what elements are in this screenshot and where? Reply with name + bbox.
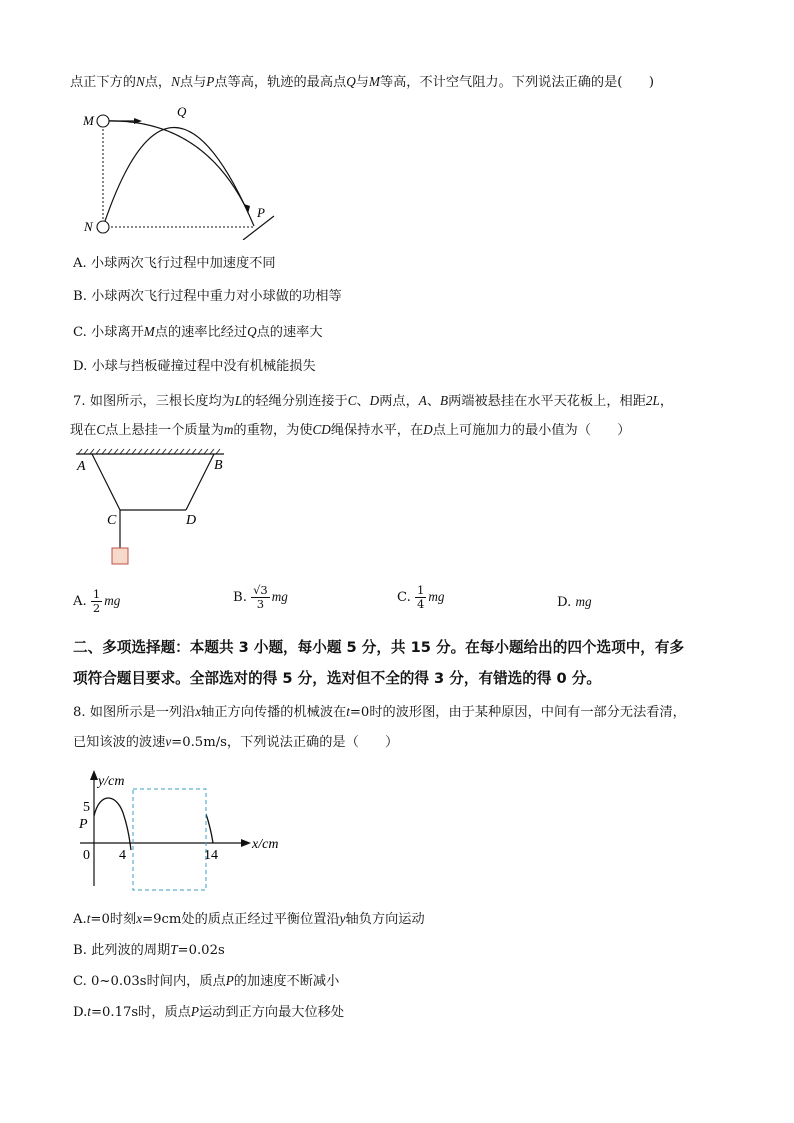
q7-option-d-mg: mg: [575, 594, 592, 609]
q6-label-Q: Q: [177, 104, 187, 119]
q7-rope-DB: [186, 454, 214, 510]
q8-var-x: x: [195, 704, 202, 719]
q6-intro-text: 与: [355, 75, 369, 90]
q6-var-M: M: [368, 74, 380, 89]
q8-x-label: [251, 837, 278, 852]
q6-intro-text: 点等高，轨迹的最高点: [214, 75, 347, 90]
q8-text: 轴正方向传播的机械波在: [201, 705, 347, 720]
q7-option-a-label: A.: [73, 594, 87, 609]
fraction-numerator: √3: [253, 583, 268, 597]
q6-intro-line: [70, 73, 654, 92]
q6-path-from-M: [105, 121, 248, 212]
q7-label-C: C: [107, 513, 117, 528]
q8-option-b-text: B. 此列波的周期: [73, 943, 171, 958]
q6-var-Q: Q: [346, 74, 356, 89]
q7-text: 点上悬挂一个质量为: [105, 423, 224, 438]
q8-option-b-var-T: T: [170, 942, 178, 957]
q8-option-a-var-x: x: [136, 911, 143, 926]
q6-var-P: P: [206, 74, 215, 89]
q7-var-D: D: [369, 393, 380, 408]
q7-text: ，: [659, 394, 674, 409]
q6-intro-text: 等高，不计空气阻力。下列说法正确的是( ): [379, 75, 654, 90]
section-heading-line-2: 项符合题目要求。全部选对的得 5 分，选对但不全的得 3 分，有错选的得 0 分。: [73, 670, 601, 687]
q8-option-d-text: D.: [73, 1005, 88, 1020]
q6-option-d-text: D. 小球与挡板碰撞过程中没有机械能损失: [73, 359, 316, 374]
q7-option-a-fraction: [91, 588, 102, 615]
q6-option-a-text: A. 小球两次飞行过程中加速度不同: [73, 256, 276, 271]
q6-option-c-text: 点的速率比经过: [154, 325, 248, 340]
q7-weight-block: [112, 548, 128, 564]
q7-option-d[interactable]: [557, 593, 592, 612]
q7-var-2L: 2L: [645, 393, 660, 408]
q7-var-A: A: [418, 393, 427, 408]
q7-stem-line-2: [70, 421, 631, 440]
q6-label-N: N: [84, 219, 93, 234]
q8-stem-line-2: [73, 733, 398, 752]
q8-option-a-var-t: t: [86, 911, 91, 926]
q8-option-b-text: =0.02s: [177, 943, 225, 958]
q7-var-D: D: [423, 422, 433, 437]
q7-ceiling-hatch: [78, 449, 220, 454]
q8-option-a-text: =0时刻: [90, 912, 137, 927]
q6-var-N: N: [135, 74, 145, 89]
q8-y-axis-arrow-icon: [90, 770, 98, 780]
q7-option-b-label: B.: [233, 590, 247, 605]
q8-text: =0.5m/s，下列说法正确的是（ ）: [171, 735, 399, 750]
q7-text: 两端被悬挂在水平天花板上，相距: [448, 394, 646, 409]
q8-tick-5: 5: [83, 800, 90, 815]
q7-text: 点上可施加力的最小值为（ ）: [432, 423, 631, 438]
q7-option-b-fraction: [251, 584, 270, 611]
q6-trajectory-figure: [78, 100, 288, 240]
q8-option-c-text: C. 0~0.03s时间内，质点: [73, 974, 226, 989]
q6-intro-text: 点与: [179, 75, 207, 90]
q6-option-b[interactable]: [73, 288, 342, 306]
q7-text: 绳保持水平，在: [330, 423, 424, 438]
q7-label-A: A: [77, 459, 86, 474]
q8-wave-figure: [74, 768, 294, 896]
q8-option-c[interactable]: [73, 972, 339, 991]
q7-var-m: m: [223, 422, 234, 437]
q7-label-B: B: [214, 458, 223, 473]
q8-option-c-text: 的加速度不断减小: [233, 974, 340, 989]
q8-option-d-var-t: t: [87, 1004, 91, 1019]
q7-text: 、: [356, 394, 370, 409]
q7-rope-AC: [92, 454, 120, 510]
q8-option-a-text: =9cm处的质点正经过平衡位置沿: [142, 912, 340, 927]
q8-point-P-label: P: [79, 817, 88, 832]
section-heading-line-1: 二、多项选择题：本题共 3 小题，每小题 5 分，共 15 分。在每小题给出的四个选项中，有多: [73, 639, 685, 656]
q7-stem-line-1: [73, 392, 673, 411]
q6-intro-text: 点，: [144, 75, 172, 90]
q7-option-a[interactable]: [73, 588, 120, 615]
q7-text: 、: [426, 394, 441, 409]
q6-option-c-text: 点的速率大: [256, 325, 323, 340]
q6-intro-text: 点正下方的: [70, 75, 136, 90]
fraction-numerator: 1: [417, 583, 425, 597]
fraction-denominator: 2: [92, 601, 101, 615]
q7-option-b[interactable]: [233, 584, 288, 611]
fraction-numerator: 1: [92, 587, 101, 601]
q7-var-C: C: [347, 393, 357, 408]
q6-label-M: M: [83, 113, 94, 128]
q8-option-a-text: 轴负方向运动: [345, 912, 425, 927]
q8-option-c-var-P: P: [225, 973, 234, 988]
q8-x-axis-arrow-icon: [241, 839, 251, 847]
fraction-denominator: 3: [256, 597, 265, 611]
q7-option-d-label: D.: [557, 595, 572, 610]
q6-option-c-var-Q: Q: [247, 324, 257, 339]
q7-option-b-mg: mg: [271, 589, 288, 604]
q8-option-d-text: =0.17s时，质点: [90, 1005, 191, 1020]
q8-obscured-region-box: [133, 789, 206, 890]
fraction-denominator: 4: [417, 597, 425, 611]
q7-option-c-fraction: [415, 584, 426, 611]
q8-stem-line-1: [73, 703, 686, 722]
q7-option-c-mg: mg: [428, 589, 445, 604]
q8-tick-14: 14: [204, 848, 218, 863]
q7-text: 的重物，为使: [233, 423, 313, 438]
q8-var-v: v: [165, 734, 172, 749]
q8-text: 8. 如图所示是一列沿: [73, 705, 196, 720]
q8-option-a[interactable]: [73, 910, 425, 929]
q6-option-d[interactable]: [73, 358, 316, 376]
q7-var-B: B: [440, 393, 449, 408]
q8-option-b[interactable]: [73, 941, 225, 960]
q6-option-b-text: B. 小球两次飞行过程中重力对小球做的功相等: [73, 289, 342, 304]
q8-tick-4: 4: [119, 848, 126, 863]
q8-tick-0: 0: [83, 848, 90, 863]
q8-text: 已知该波的波速: [73, 735, 166, 750]
q7-rope-figure: [72, 448, 232, 572]
q8-var-t: t: [346, 704, 350, 719]
q8-option-d-var-P: P: [190, 1004, 199, 1019]
q8-x-label-text: x/cm: [252, 837, 279, 852]
q6-option-c-text: C. 小球离开: [73, 325, 144, 340]
q7-option-a-mg: mg: [104, 593, 121, 608]
q8-wave-left-segment: [94, 798, 131, 850]
q6-var-N: N: [171, 74, 180, 89]
q7-label-D: D: [186, 513, 197, 528]
q8-option-a-var-y: y: [339, 911, 346, 926]
q7-option-c-label: C.: [397, 590, 411, 605]
q7-text: 现在: [70, 423, 97, 438]
q7-option-c[interactable]: [397, 584, 444, 611]
q7-text: 7. 如图所示，三根长度均为: [73, 394, 235, 409]
q8-y-label-text: y/cm: [98, 774, 125, 789]
q8-option-d[interactable]: [73, 1003, 344, 1022]
q7-text: 的轻绳分别连接于: [242, 394, 348, 409]
q8-option-a-text: A.: [73, 912, 87, 927]
q8-wave-right-segment: [206, 814, 213, 843]
q6-option-a[interactable]: [73, 255, 276, 273]
q7-var-CD: CD: [312, 422, 331, 437]
q6-ball-at-N: [97, 221, 109, 233]
q8-option-d-text: 运动到正方向最大位移处: [198, 1005, 345, 1020]
q7-var-C: C: [96, 422, 106, 437]
q7-var-L: L: [234, 393, 243, 408]
q8-text: =0时的波形图，由于某种原因，中间有一部分无法看清，: [349, 705, 686, 720]
q7-text: 两点，: [379, 394, 419, 409]
q6-option-c-var-M: M: [143, 324, 155, 339]
q6-path-from-N: [104, 127, 254, 226]
q8-y-label: [96, 774, 124, 789]
q6-option-c[interactable]: [73, 323, 323, 342]
q6-ball-at-M: [97, 115, 109, 127]
q6-label-P: P: [257, 205, 265, 220]
